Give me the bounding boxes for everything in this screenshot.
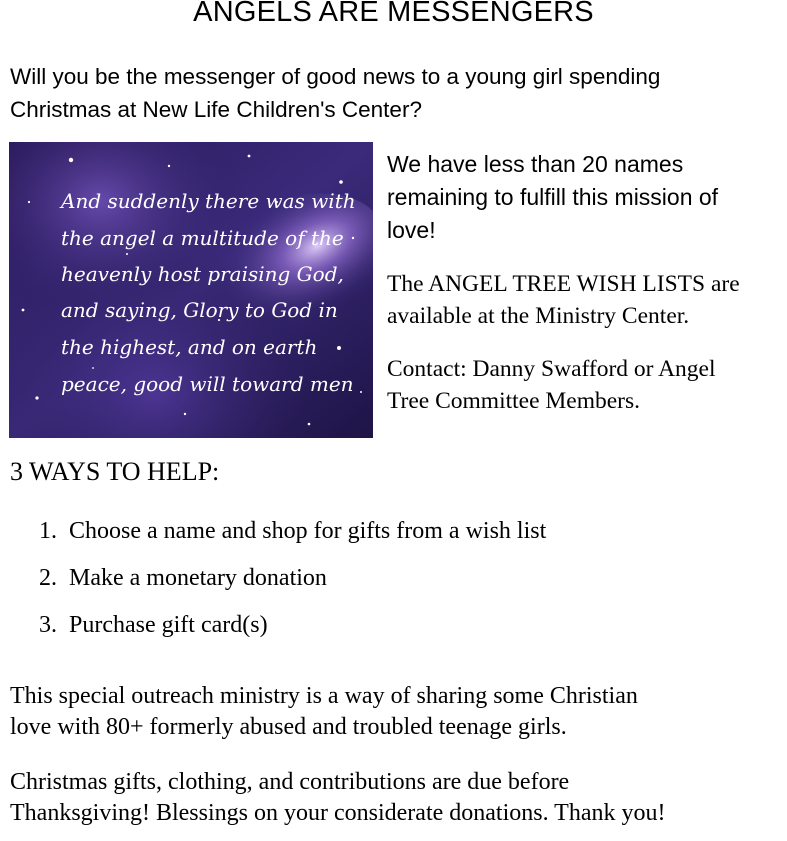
contact-line: Tree Committee Members. bbox=[387, 387, 641, 414]
names-line: love! bbox=[387, 217, 436, 243]
outreach-line: This special outreach ministry is a way of sharing some Christian bbox=[10, 683, 638, 709]
list-text: Purchase gift card(s) bbox=[69, 612, 268, 638]
list-number: 3. bbox=[39, 612, 57, 638]
quote-line: and saying, Glory to God in bbox=[61, 298, 338, 322]
quote-line: peace, good will toward men bbox=[61, 372, 354, 396]
names-remaining-text bbox=[387, 148, 782, 247]
intro-text bbox=[10, 60, 770, 126]
quote-line: And suddenly there was with bbox=[61, 189, 356, 213]
side-info bbox=[387, 148, 782, 417]
list-text: Choose a name and shop for gifts from a wish list bbox=[69, 518, 547, 544]
outreach-paragraph bbox=[10, 681, 785, 743]
names-line: We have less than 20 names bbox=[387, 151, 684, 177]
wish-line: available at the Ministry Center. bbox=[387, 302, 690, 329]
contact-line: Contact: Danny Swafford or Angel bbox=[387, 356, 716, 382]
ways-list bbox=[39, 514, 546, 655]
galaxy-quote-image bbox=[9, 142, 373, 438]
page-title: ANGELS ARE MESSENGERS bbox=[193, 0, 594, 28]
list-number: 1. bbox=[39, 518, 57, 544]
closing-line: Christmas gifts, clothing, and contributions are due before bbox=[10, 769, 570, 795]
list-number: 2. bbox=[39, 565, 57, 591]
quote-line: heavenly host praising God, bbox=[61, 262, 344, 286]
list-item bbox=[39, 608, 546, 655]
list-item bbox=[39, 561, 546, 608]
intro-line: Christmas at New Life Children's Center? bbox=[10, 97, 422, 122]
wish-lists-text bbox=[387, 269, 782, 332]
names-line: remaining to fulfill this mission of bbox=[387, 184, 719, 210]
outreach-line: love with 80+ formerly abused and troubled teenage girls. bbox=[10, 714, 567, 740]
ways-heading: 3 WAYS TO HELP: bbox=[10, 457, 220, 486]
quote-line: the highest, and on earth bbox=[61, 335, 318, 359]
list-text: Make a monetary donation bbox=[69, 565, 327, 591]
closing-line: Thanksgiving! Blessings on your considerate donations. Thank you! bbox=[10, 800, 666, 826]
list-item bbox=[39, 514, 546, 561]
quote-line: the angel a multitude of the bbox=[61, 226, 344, 250]
contact-text bbox=[387, 354, 782, 417]
galaxy-background bbox=[9, 142, 373, 438]
closing-paragraph bbox=[10, 767, 785, 829]
wish-line: The ANGEL TREE WISH LISTS are bbox=[387, 271, 740, 297]
intro-line: Will you be the messenger of good news to a young girl spending bbox=[10, 64, 661, 89]
